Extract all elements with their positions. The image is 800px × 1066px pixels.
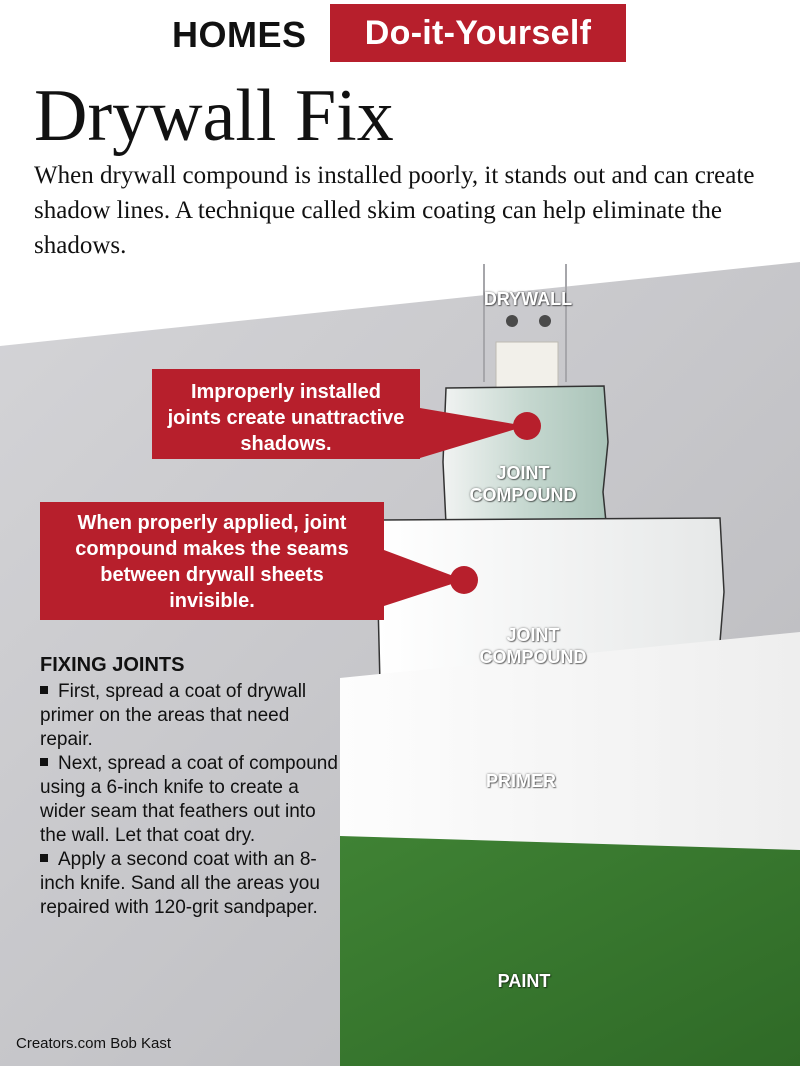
label-primer: PRIMER [485,771,556,791]
fixing-joints-title: FIXING JOINTS [40,654,185,676]
screw-icon [506,315,518,327]
page-title: Drywall Fix [34,75,394,157]
paint-layer [340,836,800,1066]
section-tag: Do-it-Yourself [330,4,626,62]
label-joint-compound-top: JOINT COMPOUND [469,463,577,505]
fixing-step: First, spread a coat of drywall primer on the areas that need repair. [40,681,307,750]
credit-line: Creators.com Bob Kast [16,1035,172,1052]
callout-dot-improper [513,412,541,440]
bullet-square-icon [40,854,48,862]
screw-icon [539,315,551,327]
bullet-square-icon [40,758,48,766]
label-drywall: DRYWALL [483,289,573,309]
fixing-step: Next, spread a coat of compound using a 6-inch knife to create a wider seam that feathers out into the wall. Let that coat dry. [40,753,338,846]
fixing-joints-section [40,652,340,920]
intro-text: When drywall compound is installed poorly, it stands out and can create shadow lines. A technique called skim coating can help eliminate the shadows. [34,162,755,259]
joint-tape [496,342,558,392]
label-joint-compound-bottom: JOINT COMPOUND [479,625,587,667]
callout-dot-proper [450,566,478,594]
label-paint: PAINT [497,971,551,991]
bullet-square-icon [40,686,48,694]
section-label: HOMES [172,14,307,55]
callout-improper-joints: Improperly installed joints create unattractive shadows. [152,369,420,459]
callout-proper-joints: When properly applied, joint compound makes the seams between drywall sheets invisible. [40,502,384,620]
fixing-step: Apply a second coat with an 8-inch knife. Sand all the areas you repaired with 120-grit sandpaper. [40,849,320,918]
